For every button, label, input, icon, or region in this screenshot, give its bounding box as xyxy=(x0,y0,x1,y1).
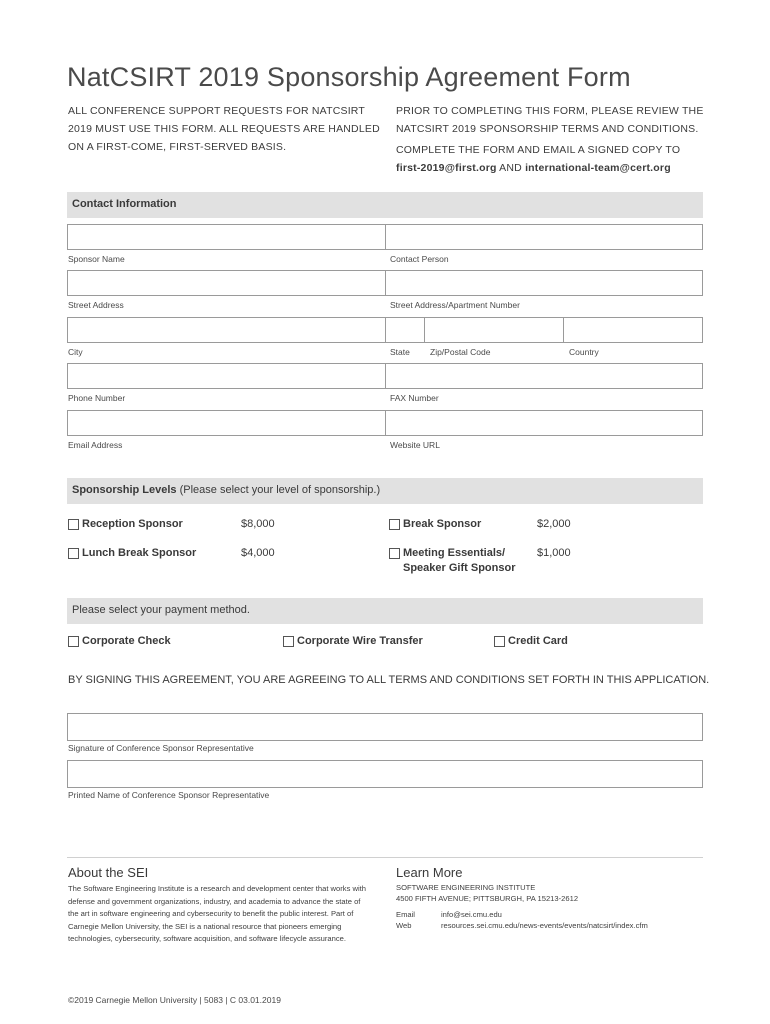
meeting-essentials-label: Meeting Essentials/ Speaker Gift Sponsor xyxy=(403,547,516,574)
learn-more-heading: Learn More xyxy=(396,865,463,880)
email-link-cert[interactable]: international-team@cert.org xyxy=(525,162,671,174)
intro-right-emails xyxy=(396,159,716,177)
intro-left: ALL CONFERENCE SUPPORT REQUESTS FOR NATCSIRT 2019 MUST USE THIS FORM. ALL REQUESTS ARE HANDLED ON A FIRST-COME, FIRST-SERVED BASIS. xyxy=(68,105,380,153)
agreement-statement: BY SIGNING THIS AGREEMENT, YOU ARE AGREEING TO ALL TERMS AND CONDITIONS SET FORTH IN THIS APPLICATION. xyxy=(68,674,710,686)
levels-section-header xyxy=(67,478,703,504)
reception-sponsor-label: Reception Sponsor xyxy=(82,518,183,530)
state-label: State xyxy=(390,347,410,357)
country-label: Country xyxy=(569,347,599,357)
wire-transfer-checkbox[interactable] xyxy=(283,636,294,647)
break-sponsor-label: Break Sponsor xyxy=(403,518,482,530)
website-label: Website URL xyxy=(390,440,440,450)
payment-section-header xyxy=(67,598,703,624)
contact-person-label: Contact Person xyxy=(390,254,449,264)
web-label-small: Web xyxy=(396,921,412,930)
sei-web-link[interactable]: resources.sei.cmu.edu/news-events/events/natcsirt/index.cfm xyxy=(441,921,648,930)
street-address-label: Street Address xyxy=(68,300,124,310)
signature-field[interactable] xyxy=(67,713,703,741)
street-address-field[interactable] xyxy=(67,270,386,296)
phone-field[interactable] xyxy=(67,363,386,389)
reception-sponsor-price: $8,000 xyxy=(241,518,275,530)
contact-section-header xyxy=(67,192,703,218)
corporate-check-label: Corporate Check xyxy=(82,635,171,647)
meeting-essentials-price: $1,000 xyxy=(537,547,571,559)
page-title: NatCSIRT 2019 Sponsorship Agreement Form xyxy=(67,62,631,92)
printed-name-label: Printed Name of Conference Sponsor Representative xyxy=(68,790,270,800)
lunch-break-sponsor-label: Lunch Break Sponsor xyxy=(82,547,197,559)
sponsor-name-field[interactable] xyxy=(67,224,386,250)
copyright-footer: ©2019 Carnegie Mellon University | 5083 | C 03.01.2019 xyxy=(68,995,281,1005)
lunch-break-sponsor-price: $4,000 xyxy=(241,547,275,559)
country-field[interactable] xyxy=(563,317,703,343)
intro-and: AND xyxy=(499,162,522,174)
about-text: The Software Engineering Institute is a research and development center that works with defense and government organizations, industry, and academia to advance the state of the art in software engineering and cybersecurity to benefit the public interest. Part of Carnegie Mellon University, the SEI is a national resource that pioneers emerging technologies, cybersecurity, software acquisition, and software lifecycle assurance. xyxy=(68,884,367,943)
sponsor-name-label: Sponsor Name xyxy=(68,254,125,264)
intro-right-complete: COMPLETE THE FORM AND EMAIL A SIGNED COPY TO xyxy=(396,144,681,156)
email-label: Email Address xyxy=(68,440,123,450)
zip-field[interactable] xyxy=(424,317,564,343)
email-label-small: Email xyxy=(396,910,415,919)
contact-heading: Contact Information xyxy=(72,198,177,210)
sei-email-link[interactable]: info@sei.cmu.edu xyxy=(441,910,502,919)
corporate-check-checkbox[interactable] xyxy=(68,636,79,647)
website-field[interactable] xyxy=(385,410,703,436)
payment-heading: Please select your payment method. xyxy=(72,604,250,616)
credit-card-checkbox[interactable] xyxy=(494,636,505,647)
phone-label: Phone Number xyxy=(68,393,126,403)
state-field[interactable] xyxy=(385,317,425,343)
credit-card-label: Credit Card xyxy=(508,635,568,647)
meeting-essentials-checkbox[interactable] xyxy=(389,548,400,559)
sei-org-name: SOFTWARE ENGINEERING INSTITUTE xyxy=(396,883,536,892)
reception-sponsor-checkbox[interactable] xyxy=(68,519,79,530)
city-field[interactable] xyxy=(67,317,386,343)
email-field[interactable] xyxy=(67,410,386,436)
email-link-first[interactable]: first-2019@first.org xyxy=(396,162,497,174)
printed-name-field[interactable] xyxy=(67,760,703,788)
lunch-break-sponsor-checkbox[interactable] xyxy=(68,548,79,559)
intro-right-review: PRIOR TO COMPLETING THIS FORM, PLEASE REVIEW THE NATCSIRT 2019 SPONSORSHIP TERMS AND CONDITIONS. xyxy=(396,105,704,135)
intro-right xyxy=(396,102,716,177)
sei-address: 4500 FIFTH AVENUE; PITTSBURGH, PA 15213-2612 xyxy=(396,894,579,903)
fax-label: FAX Number xyxy=(390,393,439,403)
wire-transfer-label: Corporate Wire Transfer xyxy=(297,635,423,647)
footer-divider xyxy=(67,857,703,858)
city-label: City xyxy=(68,347,83,357)
fax-field[interactable] xyxy=(385,363,703,389)
street-address-2-label: Street Address/Apartment Number xyxy=(390,300,520,310)
about-heading: About the SEI xyxy=(68,865,149,880)
break-sponsor-price: $2,000 xyxy=(537,518,571,530)
break-sponsor-checkbox[interactable] xyxy=(389,519,400,530)
zip-label: Zip/Postal Code xyxy=(430,347,491,357)
street-address-2-field[interactable] xyxy=(385,270,703,296)
signature-label: Signature of Conference Sponsor Representative xyxy=(68,743,254,753)
contact-person-field[interactable] xyxy=(385,224,703,250)
levels-heading: Sponsorship Levels (Please select your level of sponsorship.) xyxy=(72,484,381,496)
